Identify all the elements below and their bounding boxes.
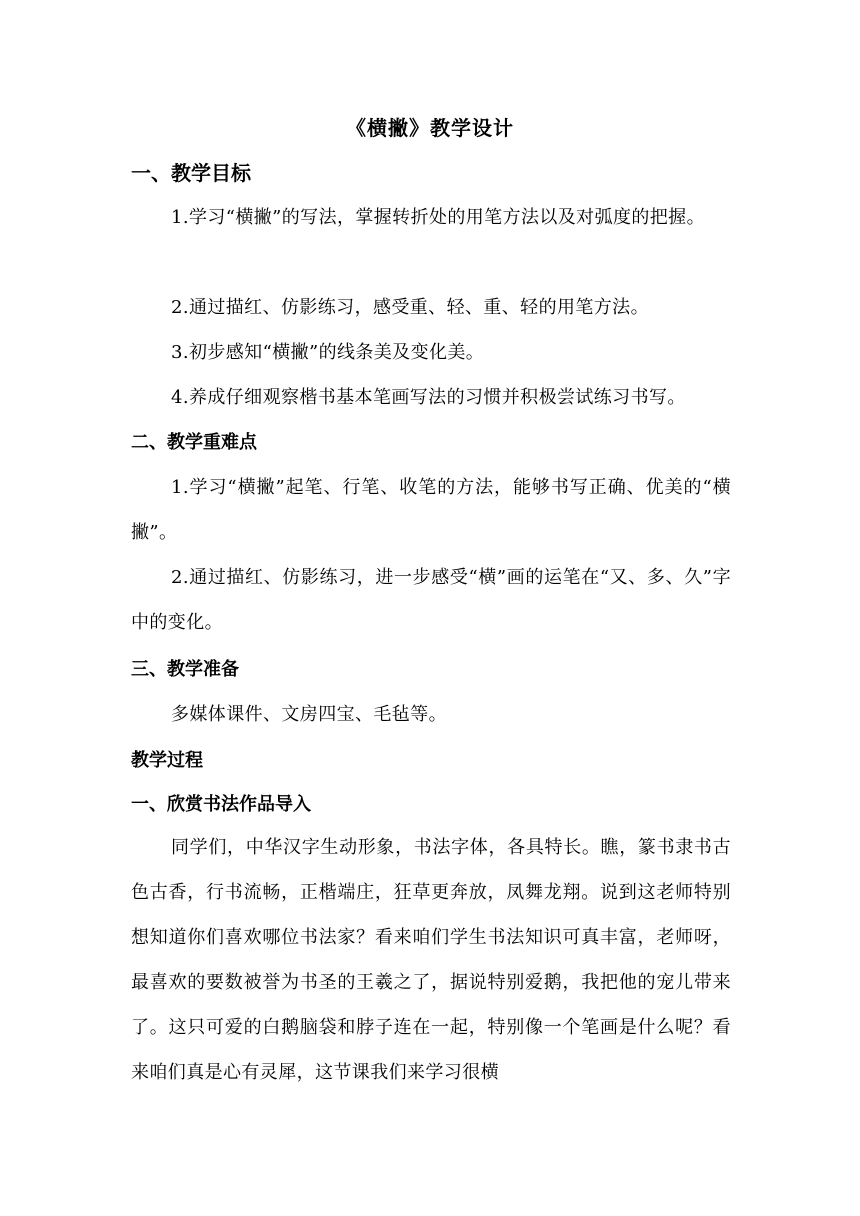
section-heading-goals: 一、教学目标 [131,161,251,185]
document-title: 《横撇》教学设计 [346,116,514,140]
goal-item-1: 1.学习“横撇”的写法，掌握转折处的用笔方法以及对弧度的把握。 [171,207,705,228]
section-heading-process: 教学过程 [131,750,203,771]
section-heading-key-points: 二、教学重难点 [131,432,257,453]
key-point-item-2: 2.通过描红、仿影练习，进一步感受“横”画的运笔在“又、多、久”字中的变化。 [131,567,731,633]
section-heading-preparation: 三、教学准备 [131,659,239,680]
process-step1-text: 同学们，中华汉字生动形象，书法字体，各具特长。瞧，篆书隶书古色古香，行书流畅，正楷端庄，狂草更奔放，凤舞龙翔。说到这老师特别想知道你们喜欢哪位书法家？看来咱们学生书法知识可真丰富，老师呀，最喜欢的要数被誉为书圣的王羲之了，据说特别爱鹅，我把他的宠儿带来了。这只可爱的白鹅脑袋和脖子连在一起，特别像一个笔画是什么呢？看来咱们真是心有灵犀，这节课我们来学习很横 [131,837,731,1083]
preparation-text: 多媒体课件、文房四宝、毛毡等。 [171,704,447,725]
key-point-item-1: 1.学习“横撇”起笔、行笔、收笔的方法，能够书写正确、优美的“横撇”。 [131,477,731,543]
goal-item-3: 3.初步感知“横撇”的线条美及变化美。 [171,342,485,363]
process-step1-heading: 一、欣赏书法作品导入 [131,794,311,815]
goal-item-2: 2.通过描红、仿影练习，感受重、轻、重、轻的用笔方法。 [171,297,649,318]
goal-item-4: 4.养成仔细观察楷书基本笔画写法的习惯并积极尝试练习书写。 [171,387,686,408]
